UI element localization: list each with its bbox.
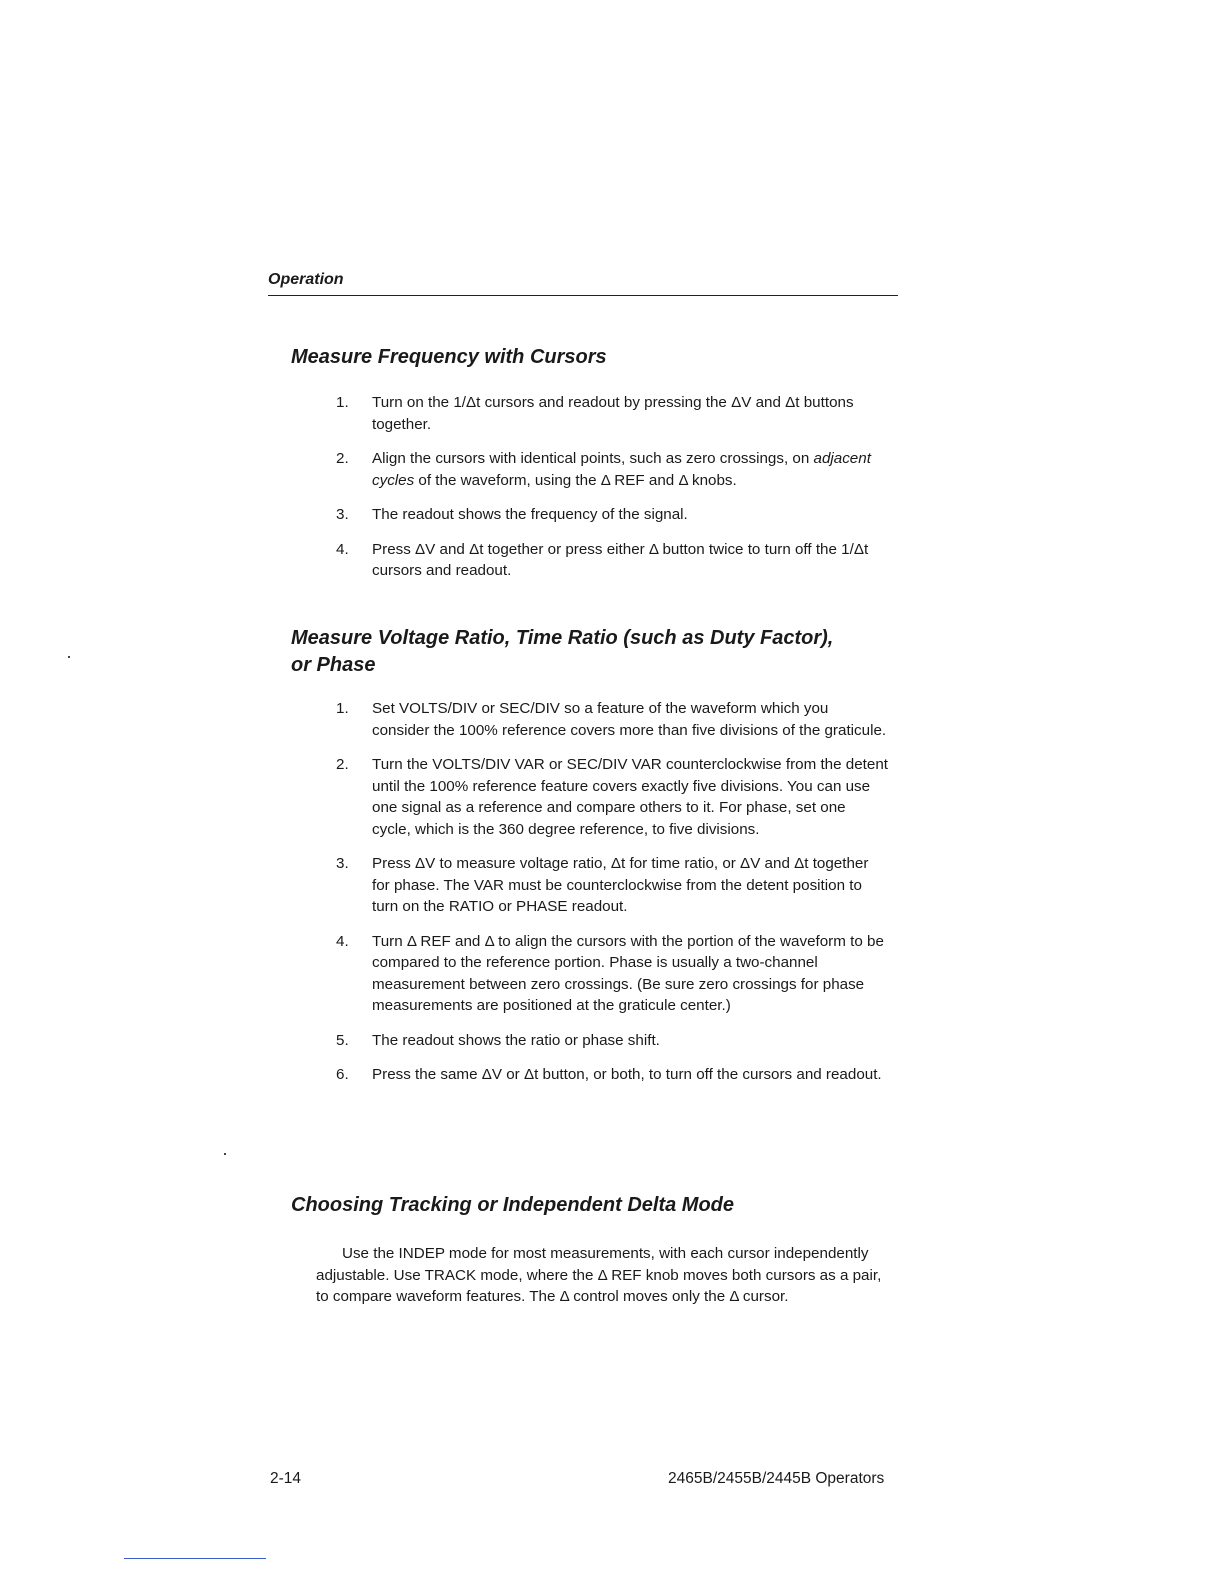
step-text: Align the cursors with identical points, such as zero crossings, on: [372, 450, 814, 467]
step-text: The readout shows the ratio or phase shift.: [372, 1031, 660, 1049]
list-item: [336, 448, 876, 491]
list-item: [336, 504, 876, 526]
step-number: 4.: [336, 540, 349, 558]
scan-line: [124, 1558, 266, 1559]
step-text: The readout shows the frequency of the signal.: [372, 506, 688, 523]
scan-dot: [224, 1153, 226, 1155]
section-title-line: or Phase: [291, 654, 376, 676]
list-item: [336, 1064, 888, 1086]
list-item: [336, 931, 888, 1017]
step-number: 2.: [336, 450, 349, 467]
step-number: 1.: [336, 394, 349, 411]
step-number: 2.: [336, 756, 349, 773]
list-item: [336, 754, 888, 840]
step-text: Set VOLTS/DIV or SEC/DIV so a feature of the waveform which you consider the 100% reference covers more than five divisions of the graticule.: [372, 700, 887, 739]
list-item: [336, 1030, 888, 1052]
frequency-steps: [336, 392, 876, 582]
list-item: [336, 539, 876, 582]
step-number: 6.: [336, 1066, 349, 1083]
step-text: Turn the VOLTS/DIV VAR or SEC/DIV VAR counterclockwise from the detent until the 100% reference feature covers exactly five divisions. You can use one signal as a reference and compare others to it. For phase, set one cycle, which is the 360 degree reference, to five divisions.: [372, 756, 889, 838]
ratio-steps: [336, 698, 888, 1086]
step-number: 4.: [336, 932, 349, 950]
scan-dot: [68, 656, 70, 658]
list-item: [336, 698, 888, 741]
step-text: Press the same ΔV or Δt button, or both, to turn off the cursors and readout.: [372, 1066, 882, 1083]
delta-mode-paragraph: Use the INDEP mode for most measurements, with each cursor independently adjustable. Use TRACK mode, where the Δ REF knob moves both cursors as a pair, to compare waveform features. The Δ control moves only the Δ cursor.: [316, 1245, 882, 1305]
section-title-ratio: [291, 625, 891, 679]
step-number: 3.: [336, 855, 349, 872]
step-text-italic: adjacent cycles: [372, 450, 871, 489]
step-text: of the waveform, using the Δ REF and Δ knobs.: [414, 471, 737, 489]
step-text: Press ΔV and Δt together or press either Δ button twice to turn off the 1/Δt cursors and readout.: [372, 540, 869, 579]
step-number: 3.: [336, 506, 349, 523]
step-text: Turn Δ REF and Δ to align the cursors with the portion of the waveform to be compared to the reference portion. Phase is usually a two-channel measurement between zero crossings. (Be sure zero crossings for phase measurements are positioned at the graticule center.): [372, 932, 884, 1014]
step-number: 1.: [336, 700, 349, 717]
step-text: Turn on the 1/Δt cursors and readout by pressing the ΔV and Δt buttons together.: [372, 394, 854, 433]
manual-title: 2465B/2455B/2445B Operators: [668, 1470, 885, 1487]
running-head: Operation: [268, 271, 344, 288]
step-number: 5.: [336, 1031, 349, 1049]
list-item: [336, 392, 876, 435]
header-rule: [268, 295, 898, 296]
section-title-frequency: Measure Frequency with Cursors: [291, 346, 607, 368]
list-item: [336, 853, 888, 918]
step-text: Press ΔV to measure voltage ratio, Δt for time ratio, or ΔV and Δt together for phase. The VAR must be counterclockwise from the detent position to turn on the RATIO or PHASE readout.: [372, 855, 869, 915]
page-number: 2-14: [270, 1470, 302, 1487]
section-title-delta-mode: Choosing Tracking or Independent Delta Mode: [291, 1194, 734, 1216]
section-title-line: Measure Voltage Ratio, Time Ratio (such as Duty Factor),: [291, 627, 834, 649]
